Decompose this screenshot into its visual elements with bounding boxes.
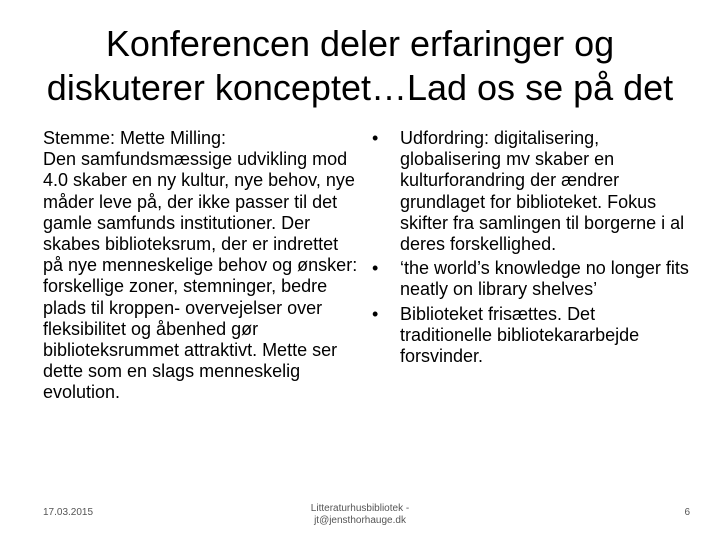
footer-center-line-2: jt@jensthorhauge.dk <box>314 515 406 526</box>
bullet-item <box>372 128 692 255</box>
title-line-2: diskuterer konceptet…Lad os se på det <box>46 67 674 108</box>
speaker-heading: Stemme: Mette Milling: <box>43 128 227 148</box>
slide-title <box>20 22 700 110</box>
bullet-item <box>372 258 692 300</box>
page-number: 6 <box>684 507 690 518</box>
bullet-text: Biblioteket frisættes. Det traditionelle bibliotekararbejde forsvinder. <box>400 303 640 367</box>
footer-center-line-1: Litteraturhusbibliotek - <box>310 503 410 514</box>
bullet-dot-icon: • <box>372 128 379 148</box>
bullet-item <box>372 304 692 368</box>
left-text-column <box>43 128 363 404</box>
footer-center <box>290 503 430 527</box>
bullet-text: ‘the world’s knowledge no longer fits neatly on library shelves’ <box>400 258 689 300</box>
bullet-dot-icon: • <box>372 303 379 324</box>
speaker-body: Den samfundsmæssige udvikling mod 4.0 skaber en ny kultur, nye behov, nye måder leve på, der ikke passer til det gamle samfunds institutioner. Der skabes biblioteksrum, der er indrettet på nye menneskelige behov og ønsker: forskellige zoner, stemninger, bedre plads til kroppen- overvejelser over fleksibilitet og åbenhed gør biblioteksrummet attraktivt. Mette ser dette som en slags menneskelig evolution. <box>43 149 358 403</box>
footer-date: 17.03.2015 <box>43 507 94 518</box>
bullet-dot-icon: • <box>372 258 379 279</box>
right-bullet-column <box>372 128 692 370</box>
bullet-text: Udfordring: digitalisering, globalisering mv skaber en kulturforandring der ændrer grundlaget for biblioteket. Fokus skifter fra samlingen til borgerne i al deres forskellighed. <box>400 128 685 255</box>
title-line-1: Konferencen deler erfaringer og <box>105 23 615 64</box>
